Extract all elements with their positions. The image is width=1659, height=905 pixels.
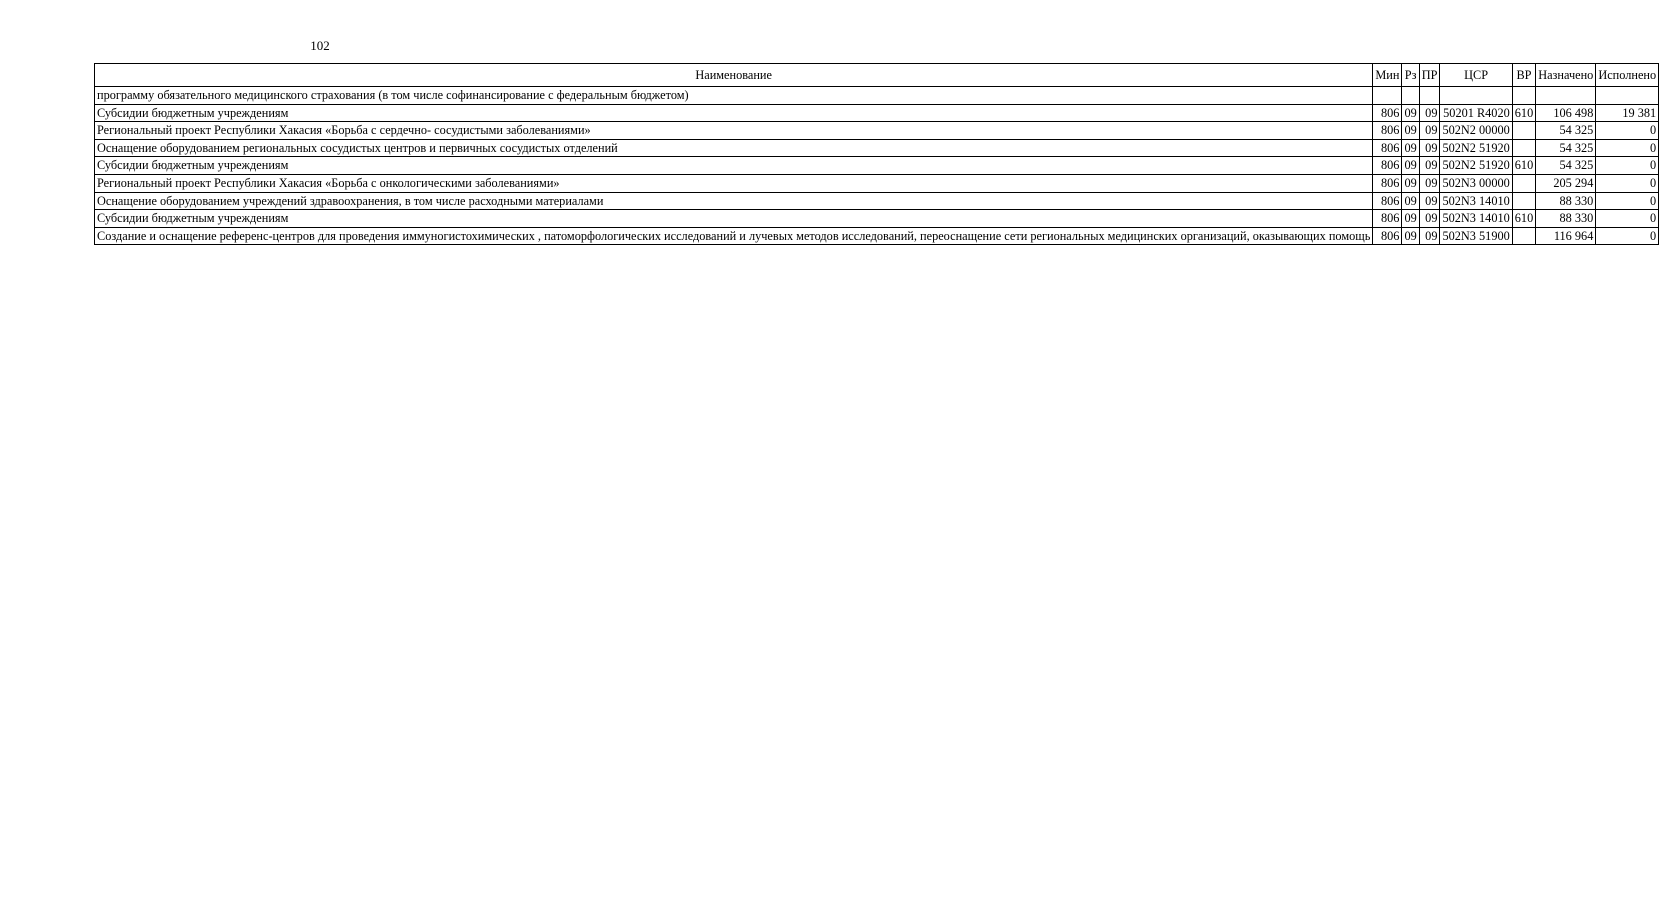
cell-name: Региональный проект Республики Хакасия «Борьба с сердечно- сосудистыми заболеваниями» (95, 122, 1373, 140)
cell-csr: 502N3 00000 (1440, 174, 1512, 192)
table-row (95, 157, 1659, 175)
cell-csr: 50201 R4020 (1440, 104, 1512, 122)
column-header-csr: ЦСР (1440, 64, 1512, 87)
table-row (95, 87, 1659, 105)
cell-name: Оснащение оборудованием учреждений здравоохранения, в том числе расходными материалами (95, 192, 1373, 210)
table-header-row (95, 64, 1659, 87)
cell-min (1373, 87, 1402, 105)
cell-rz: 09 (1402, 174, 1419, 192)
cell-pr: 09 (1419, 104, 1440, 122)
cell-pr: 09 (1419, 227, 1440, 245)
cell-csr: 502N3 51900 (1440, 227, 1512, 245)
table-row (95, 139, 1659, 157)
cell-min: 806 (1373, 210, 1402, 228)
cell-executed: 19 381 (1596, 104, 1659, 122)
cell-pr: 09 (1419, 139, 1440, 157)
cell-rz: 09 (1402, 227, 1419, 245)
cell-executed: 0 (1596, 174, 1659, 192)
cell-csr: 502N3 14010 (1440, 192, 1512, 210)
cell-vr: 610 (1512, 104, 1535, 122)
cell-executed (1596, 87, 1659, 105)
column-header-assigned: Назначено (1536, 64, 1596, 87)
cell-csr: 502N2 00000 (1440, 122, 1512, 140)
column-header-executed: Исполнено (1596, 64, 1659, 87)
cell-vr (1512, 192, 1535, 210)
cell-min: 806 (1373, 139, 1402, 157)
page-number: 102 (310, 38, 330, 53)
cell-executed: 0 (1596, 227, 1659, 245)
budget-table (94, 63, 1659, 245)
cell-vr: 610 (1512, 210, 1535, 228)
cell-csr: 502N3 14010 (1440, 210, 1512, 228)
cell-assigned: 88 330 (1536, 192, 1596, 210)
cell-executed: 0 (1596, 139, 1659, 157)
column-header-min: Мин (1373, 64, 1402, 87)
cell-rz: 09 (1402, 139, 1419, 157)
cell-rz: 09 (1402, 157, 1419, 175)
cell-pr: 09 (1419, 210, 1440, 228)
cell-assigned: 54 325 (1536, 122, 1596, 140)
cell-min: 806 (1373, 122, 1402, 140)
cell-name: Субсидии бюджетным учреждениям (95, 104, 1373, 122)
cell-rz: 09 (1402, 122, 1419, 140)
column-header-pr: ПР (1419, 64, 1440, 87)
cell-vr (1512, 174, 1535, 192)
cell-name: Региональный проект Республики Хакасия «Борьба с онкологическими заболеваниями» (95, 174, 1373, 192)
cell-executed: 0 (1596, 157, 1659, 175)
cell-executed: 0 (1596, 210, 1659, 228)
cell-assigned: 88 330 (1536, 210, 1596, 228)
column-header-name: Наименование (95, 64, 1373, 87)
cell-csr (1440, 87, 1512, 105)
cell-pr: 09 (1419, 192, 1440, 210)
cell-name: Субсидии бюджетным учреждениям (95, 210, 1373, 228)
cell-pr: 09 (1419, 174, 1440, 192)
cell-rz: 09 (1402, 210, 1419, 228)
cell-assigned (1536, 87, 1596, 105)
cell-pr: 09 (1419, 157, 1440, 175)
table-row (95, 227, 1659, 245)
cell-assigned: 54 325 (1536, 139, 1596, 157)
cell-executed: 0 (1596, 192, 1659, 210)
cell-name: Создание и оснащение референс-центров для проведения иммуногистохимических , патоморфологических исследований и лучевых методов исследований, переоснащение сети региональных медицинских организаций, оказывающих помощь (95, 227, 1373, 245)
column-header-vr: ВР (1512, 64, 1535, 87)
cell-vr (1512, 122, 1535, 140)
cell-min: 806 (1373, 157, 1402, 175)
cell-rz (1402, 87, 1419, 105)
cell-pr: 09 (1419, 122, 1440, 140)
cell-assigned: 116 964 (1536, 227, 1596, 245)
cell-rz: 09 (1402, 104, 1419, 122)
cell-min: 806 (1373, 104, 1402, 122)
cell-name: Оснащение оборудованием региональных сосудистых центров и первичных сосудистых отделений (95, 139, 1373, 157)
cell-min: 806 (1373, 174, 1402, 192)
cell-min: 806 (1373, 192, 1402, 210)
cell-assigned: 54 325 (1536, 157, 1596, 175)
table-row (95, 122, 1659, 140)
cell-name: программу обязательного медицинского страхования (в том числе софинансирование с федеральным бюджетом) (95, 87, 1373, 105)
cell-min: 806 (1373, 227, 1402, 245)
table-row (95, 210, 1659, 228)
cell-pr (1419, 87, 1440, 105)
cell-assigned: 106 498 (1536, 104, 1596, 122)
cell-vr (1512, 87, 1535, 105)
cell-csr: 502N2 51920 (1440, 157, 1512, 175)
table-row (95, 192, 1659, 210)
cell-csr: 502N2 51920 (1440, 139, 1512, 157)
cell-rz: 09 (1402, 192, 1419, 210)
cell-vr (1512, 139, 1535, 157)
cell-vr: 610 (1512, 157, 1535, 175)
table-row (95, 174, 1659, 192)
column-header-rz: Рз (1402, 64, 1419, 87)
cell-vr (1512, 227, 1535, 245)
cell-executed: 0 (1596, 122, 1659, 140)
cell-name: Субсидии бюджетным учреждениям (95, 157, 1373, 175)
cell-assigned: 205 294 (1536, 174, 1596, 192)
table-row (95, 104, 1659, 122)
